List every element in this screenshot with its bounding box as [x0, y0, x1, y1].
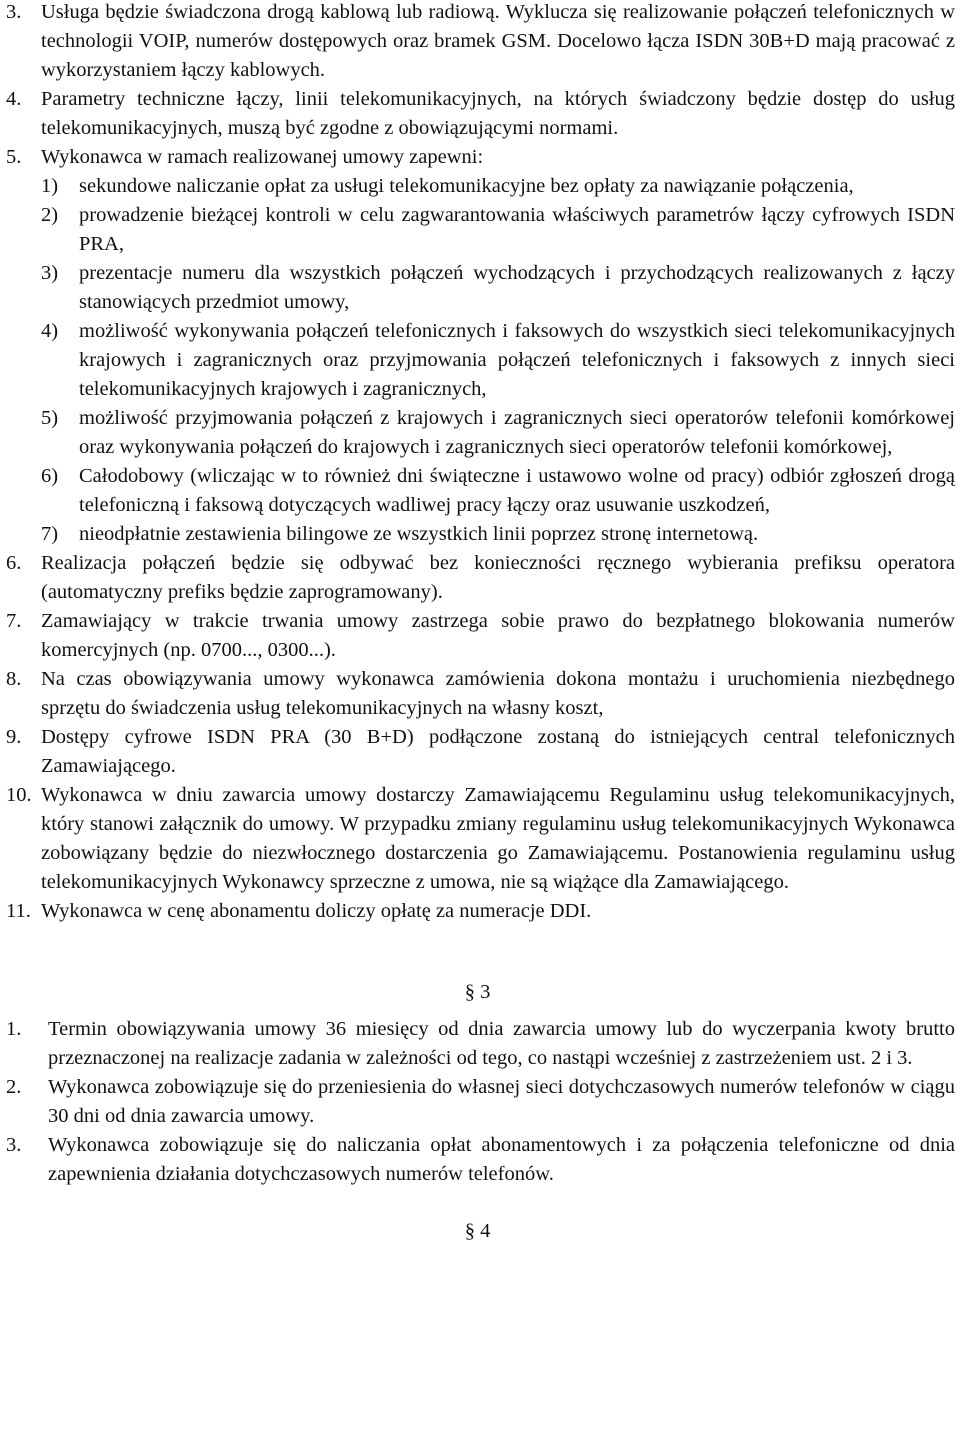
list-item: [0, 0, 955, 85]
sub-item-text: możliwość przyjmowania połączeń z krajowych i zagranicznych sieci operatorów telefonii komórkowej oraz wykonywania połączeń do krajowych i zagranicznych sieci operatorów telefonii komórkowej,: [79, 407, 955, 458]
item-text: Wykonawca w cenę abonamentu doliczy opłatę za numeracje DDI.: [41, 900, 592, 922]
list-item: [0, 549, 955, 607]
section-heading: § 4: [464, 1220, 491, 1242]
sub-item-text: sekundowe naliczanie opłat za usługi telekomunikacyjne bez opłaty za nawiązanie połączenia,: [79, 175, 854, 197]
sub-item-number: 4): [41, 320, 59, 342]
item-text: Wykonawca zobowiązuje się do naliczania opłat abonamentowych i za połączenia telefoniczne od dnia zapewnienia działania dotychczasowych numerów telefonów.: [48, 1134, 955, 1185]
section-heading: § 3: [464, 981, 491, 1003]
sub-list-item: [41, 462, 955, 520]
sub-list-item: [41, 317, 955, 404]
list-item: [0, 1073, 955, 1131]
list-item: [0, 781, 955, 897]
list-item: [0, 723, 955, 781]
item-number: 3.: [6, 1, 22, 23]
item-text: Wykonawca w ramach realizowanej umowy zapewni:: [41, 146, 484, 168]
item-number: 3.: [6, 1134, 22, 1156]
item-number: 7.: [6, 610, 22, 632]
item-text: Na czas obowiązywania umowy wykonawca zamówienia dokona montażu i uruchomienia niezbędnego sprzętu do świadczenia usług telekomunikacyjnych na własny koszt,: [41, 668, 955, 719]
sub-list-item: [41, 259, 955, 317]
item-text: Wykonawca w dniu zawarcia umowy dostarczy Zamawiającemu Regulaminu usług telekomunikacyjnych, który stanowi załącznik do umowy. W przypadku zmiany regulaminu usług telekomunikacyjnych Wykonawca zobowiązany będzie do niezwłocznego dostarczenia go Zamawiającemu. Postanowienia regulaminu usług telekomunikacyjnych Wykonawcy sprzeczne z umowa, nie są wiążące dla Zamawiającego.: [41, 784, 955, 893]
sub-list-item: [41, 172, 955, 201]
sub-list-item: [41, 201, 955, 259]
sub-item-text: prowadzenie bieżącej kontroli w celu zagwarantowania właściwych parametrów łączy cyfrowych ISDN PRA,: [79, 204, 955, 255]
item-text: Termin obowiązywania umowy 36 miesięcy od dnia zawarcia umowy lub do wyczerpania kwoty brutto przeznaczonej na realizacje zadania w zależności od tego, co nastąpi wcześniej z zastrzeżeniem ust. 2 i 3.: [48, 1018, 955, 1069]
sub-item-text: prezentacje numeru dla wszystkich połączeń wychodzących i przychodzących realizowanych z łączy stanowiących przedmiot umowy,: [79, 262, 955, 313]
sub-item-number: 7): [41, 523, 59, 545]
item-text: Realizacja połączeń będzie się odbywać bez konieczności ręcznego wybierania prefiksu operatora (automatyczny prefiks będzie zaprogramowany).: [41, 552, 955, 603]
sub-item-number: 5): [41, 407, 59, 429]
item-number: 6.: [6, 552, 22, 574]
sub-item-text: nieodpłatnie zestawienia bilingowe ze wszystkich linii poprzez stronę internetową.: [79, 523, 759, 545]
sub-item-number: 1): [41, 175, 59, 197]
sub-list: [41, 172, 955, 549]
sub-item-text: Całodobowy (wliczając w to również dni świąteczne i ustawowo wolne od pracy) odbiór zgłoszeń drogą telefoniczną i faksową dotyczących wadliwej pracy łączy oraz usuwanie uszkodzeń,: [79, 465, 955, 516]
list-item: [0, 665, 955, 723]
list-item: [0, 897, 955, 926]
item-number: 9.: [6, 726, 22, 748]
item-text: Parametry techniczne łączy, linii telekomunikacyjnych, na których świadczony będzie dostęp do usług telekomunikacyjnych, muszą być zgodne z obowiązującymi normami.: [41, 88, 955, 139]
item-number: 11.: [6, 900, 31, 922]
item-number: 2.: [6, 1076, 22, 1098]
list-item: [0, 607, 955, 665]
item-text: Dostępy cyfrowe ISDN PRA (30 B+D) podłączone zostaną do istniejących central telefonicznych Zamawiającego.: [41, 726, 955, 777]
item-number: 4.: [6, 88, 22, 110]
item-number: 5.: [6, 146, 22, 168]
list-item: [0, 1015, 955, 1073]
sub-item-number: 6): [41, 465, 59, 487]
list-item: [0, 143, 955, 172]
sub-item-text: możliwość wykonywania połączeń telefonicznych i faksowych do wszystkich sieci telekomunikacyjnych krajowych i zagranicznych oraz przyjmowania połączeń telefonicznych i faksowych z innych sieci telekomunikacyjnych krajowych i zagranicznych,: [79, 320, 955, 400]
item-number: 8.: [6, 668, 22, 690]
item-number: 10.: [6, 784, 32, 806]
item-text: Wykonawca zobowiązuje się do przeniesienia do własnej sieci dotychczasowych numerów telefonów w ciągu 30 dni od dnia zawarcia umowy.: [48, 1076, 955, 1127]
item-text: Zamawiający w trakcie trwania umowy zastrzega sobie prawo do bezpłatnego blokowania numerów komercyjnych (np. 0700..., 0300...).: [41, 610, 955, 661]
item-number: 1.: [6, 1018, 22, 1040]
sub-item-number: 2): [41, 204, 59, 226]
list-item: [0, 85, 955, 143]
sub-item-number: 3): [41, 262, 59, 284]
sub-list-item: [41, 520, 955, 549]
list-item: [0, 1131, 955, 1189]
item-text: Usługa będzie świadczona drogą kablową lub radiową. Wyklucza się realizowanie połączeń telefonicznych w technologii VOIP, numerów dostępowych oraz bramek GSM. Docelowo łącza ISDN 30B+D mają pracować z wykorzystaniem łączy kablowych.: [41, 1, 955, 81]
sub-list-item: [41, 404, 955, 462]
